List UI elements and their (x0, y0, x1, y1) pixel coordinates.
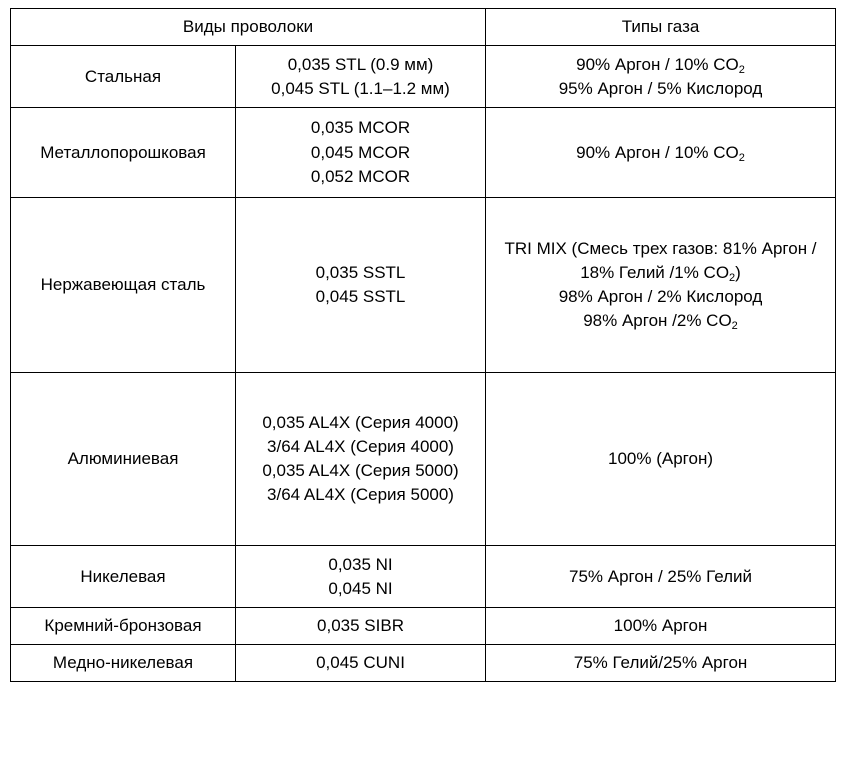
wire-size-line: 0,052 MCOR (310, 166, 411, 186)
cell-gas-types (486, 546, 836, 608)
wire-size-line: 3/64 AL4X (Серия 5000) (267, 485, 454, 505)
gas-line: 90% Аргон / 10% $CO_2$ (576, 54, 745, 76)
wire-size-line: 0,045 NI (328, 578, 393, 598)
column-header-gas-types: Типы газа (486, 9, 836, 46)
table-row (11, 608, 836, 645)
table-row (11, 373, 836, 546)
cell-gas-types (486, 108, 836, 198)
cell-wire-sizes (236, 373, 486, 546)
gas-line: 98% Аргон /2% $CO_2$ (583, 311, 738, 333)
gas-line: TRI MIX (Смесь трех газов: 81% Аргон / (504, 238, 817, 258)
gas-line: 100% Аргон (613, 616, 708, 636)
wire-size-line: 3/64 AL4X (Серия 4000) (267, 437, 454, 456)
gas-line: 95% Аргон / 5% Кислород (558, 78, 763, 98)
cell-wire-type: Металлопорошковая (11, 108, 236, 198)
table-row (11, 546, 836, 608)
gas-line: 75% Гелий/25% Аргон (573, 653, 748, 673)
cell-wire-sizes (236, 546, 486, 608)
column-header-wire-types: Виды проволоки (11, 9, 486, 46)
cell-gas-types (486, 198, 836, 373)
cell-gas-types (486, 608, 836, 645)
wire-gas-table (10, 8, 836, 682)
cell-gas-types (486, 645, 836, 682)
table-body (11, 9, 836, 682)
gas-line: 18% Гелий /1% $CO_2$) (580, 263, 741, 284)
gas-line: 98% Аргон / 2% Кислород (558, 287, 763, 307)
gas-line: 100% (Аргон) (608, 449, 714, 469)
wire-size-line: 0,035 AL4X (Серия 4000) (262, 412, 459, 432)
cell-wire-sizes (236, 46, 486, 108)
cell-gas-types (486, 373, 836, 546)
subscript-2: 2 (731, 320, 738, 333)
wire-size-line: 0,035 AL4X (Серия 5000) (262, 461, 459, 481)
wire-size-line: 0,035 SSTL (315, 263, 406, 282)
cell-gas-types (486, 46, 836, 108)
wire-size-line: 0,045 CUNI (316, 653, 405, 673)
wire-size-line: 0,035 MCOR (310, 118, 411, 138)
wire-size-line: 0,035 NI (328, 554, 393, 574)
subscript-2: 2 (738, 63, 745, 76)
table-row (11, 198, 836, 373)
cell-wire-type: Нержавеющая сталь (11, 198, 236, 373)
cell-wire-sizes (236, 198, 486, 373)
cell-wire-sizes (236, 108, 486, 198)
cell-wire-type: Медно-никелевая (11, 645, 236, 682)
gas-line: 75% Аргон / 25% Гелий (569, 566, 753, 586)
wire-size-line: 0,035 SIBR (317, 616, 404, 636)
wire-size-line: 0,035 STL (0.9 мм) (287, 54, 434, 74)
cell-wire-type: Никелевая (11, 546, 236, 608)
table-header-row (11, 9, 836, 46)
table-row (11, 645, 836, 682)
gas-line: 90% Аргон / 10% $CO_2$ (576, 142, 745, 164)
subscript-2: 2 (729, 272, 736, 284)
cell-wire-sizes (236, 645, 486, 682)
subscript-2: 2 (738, 151, 745, 164)
wire-size-line: 0,045 SSTL (315, 287, 406, 307)
wire-size-line: 0,045 STL (1.1–1.2 мм) (271, 78, 450, 98)
table-row (11, 46, 836, 108)
table-row (11, 108, 836, 198)
cell-wire-type: Алюминиевая (11, 373, 236, 546)
cell-wire-sizes (236, 608, 486, 645)
cell-wire-type: Кремний-бронзовая (11, 608, 236, 645)
wire-size-line: 0,045 MCOR (310, 142, 411, 162)
cell-wire-type: Стальная (11, 46, 236, 108)
